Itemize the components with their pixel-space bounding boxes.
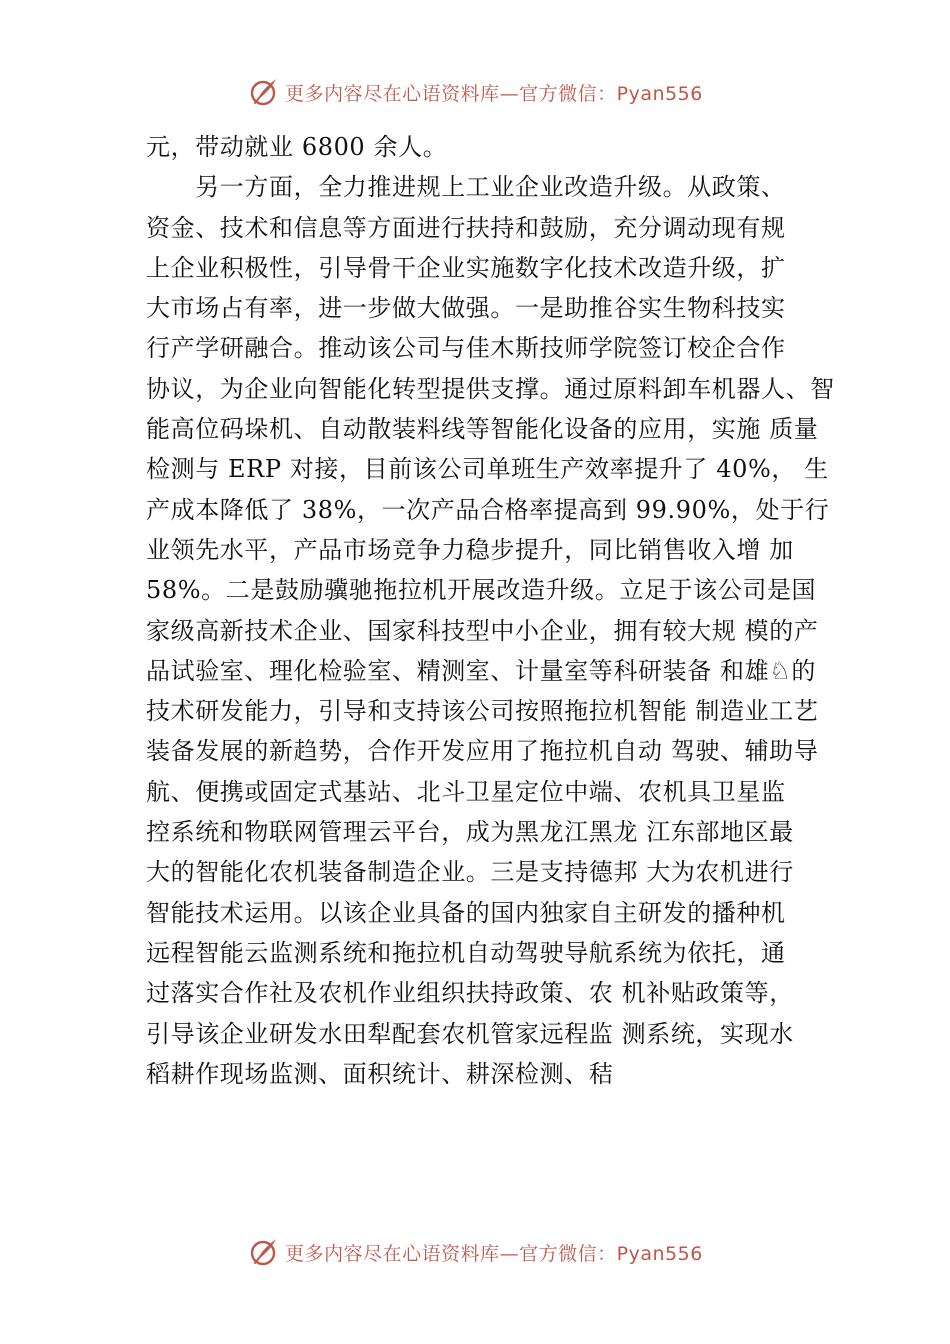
body-line: 产成本降低了 38%，一次产品合格率提高到 99.90%，处于行 xyxy=(146,495,830,524)
body-line: 航、便携或固定式基站、北斗卫星定位中端、农机具卫星监 xyxy=(146,777,786,806)
body-line: 装备发展的新趋势，合作开发应用了拖拉机自动 驾驶、辅助导 xyxy=(146,737,819,766)
body-line: 业领先水平，产品市场竞争力稳步提升，同比销售收入增 加 xyxy=(146,535,794,564)
body-line: 上企业积极性，引导骨干企业实施数字化技术改造升级，扩 xyxy=(146,253,786,282)
footer-banner xyxy=(0,1232,950,1272)
footer-wechat-id: Pyan556 xyxy=(616,1242,703,1265)
body-line: 检测与 ERP 对接，目前该公司单班生产效率提升了 40%， 生 xyxy=(146,455,829,484)
quill-logo-icon xyxy=(247,1236,279,1268)
body-line: 过落实合作社及农机作业组织扶持政策、农 机补贴政策等， xyxy=(146,979,794,1008)
body-line: 技术研发能力，引导和支持该公司按照拖拉机智能 制造业工艺 xyxy=(146,697,819,726)
body-line: 远程智能云监测系统和拖拉机自动驾驶导航系统为依托，通 xyxy=(146,938,786,967)
body-line: 智能技术运用。以该企业具备的国内独家自主研发的播种机 xyxy=(146,898,786,927)
body-line: 控系统和物联网管理云平台，成为黑龙江黑龙 江东部地区最 xyxy=(146,818,794,847)
body-line: 引导该企业研发水田犁配套农机管家远程监 测系统，实现水 xyxy=(146,1019,794,1048)
body-line: 能高位码垛机、自动散装料线等智能化设备的应用，实施 质量 xyxy=(146,415,819,444)
footer-banner-text xyxy=(285,1239,703,1266)
body-line: 资金、技术和信息等方面进行扶持和鼓励，充分调动现有规 xyxy=(146,213,786,242)
body-line: 行产学研融合。推动该公司与佳木斯技师学院签订校企合作 xyxy=(146,334,786,363)
body-line: 58%。二是鼓励骥驰拖拉机开展改造升级。立足于该公司是国 xyxy=(146,576,817,605)
header-wechat-id: Pyan556 xyxy=(616,82,703,105)
body-line: 大的智能化农机装备制造企业。三是支持德邦 大为农机进行 xyxy=(146,858,794,887)
quill-logo-icon xyxy=(247,76,279,108)
header-banner-text xyxy=(285,79,703,106)
body-line: 品试验室、理化检验室、精测室、计量室等科研装备 和雄♘的 xyxy=(146,656,816,685)
footer-banner-label: 更多内容尽在心语资料库—官方微信： xyxy=(285,1242,617,1265)
body-line: 元，带动就业 6800 余人。 xyxy=(146,133,448,161)
body-line: 稻耕作现场监测、面积统计、耕深检测、秸 xyxy=(146,1059,614,1088)
header-banner-label: 更多内容尽在心语资料库—官方微信： xyxy=(285,82,617,105)
body-line: 大市场占有率，进一步做大做强。一是助推谷实生物科技实 xyxy=(146,294,786,323)
body-line: 另一方面，全力推进规上工业企业改造升级。从政策、 xyxy=(146,173,786,202)
body-line: 家级高新技术企业、国家科技型中小企业，拥有较大规 模的产 xyxy=(146,616,819,645)
document-body xyxy=(146,127,836,1094)
body-line: 协议，为企业向智能化转型提供支撑。通过原料卸车机器人、智 xyxy=(146,374,835,403)
header-banner xyxy=(0,72,950,112)
